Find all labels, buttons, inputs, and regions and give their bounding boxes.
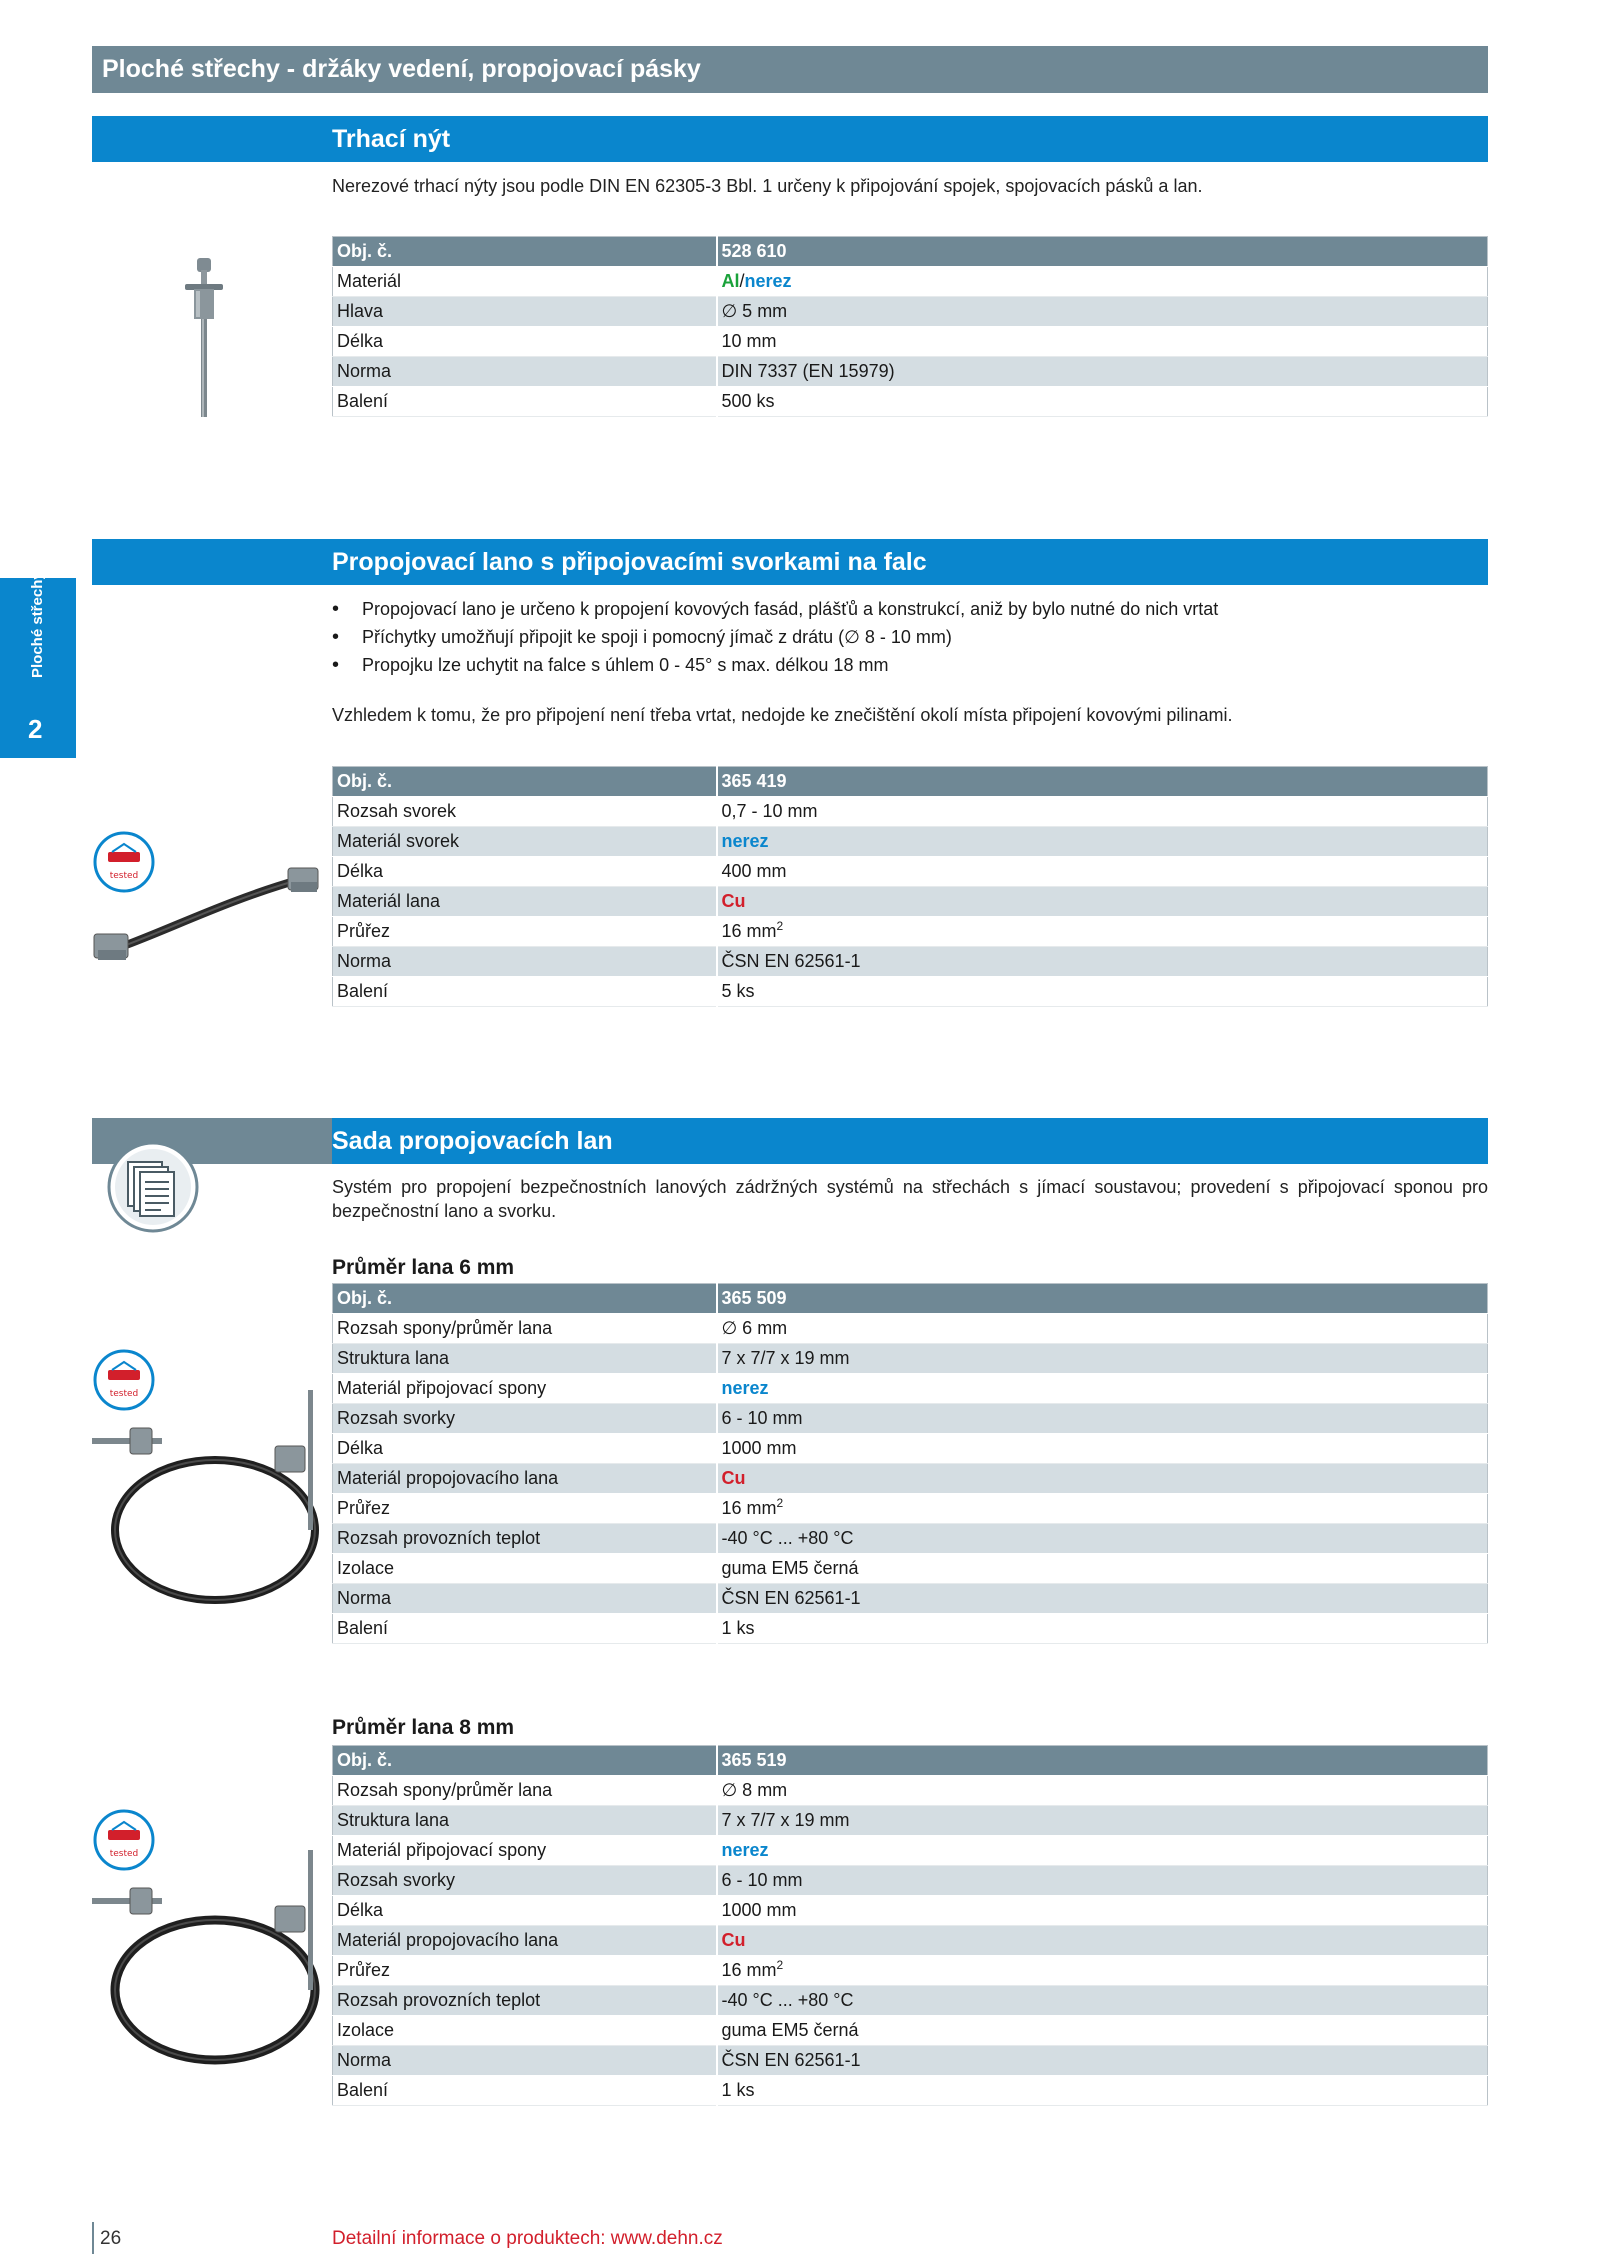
row-label: Rozsah svorky <box>333 1866 717 1896</box>
row-label: Izolace <box>333 2016 717 2046</box>
badge-text: tested <box>109 1849 139 1859</box>
spec-table-cable-set-8mm <box>332 1745 1488 2106</box>
row-label: Průřez <box>333 1494 717 1524</box>
row-value: nerez <box>717 827 1488 857</box>
document-icon[interactable] <box>106 1140 200 1234</box>
row-value: Cu <box>717 1926 1488 1956</box>
row-label: Balení <box>333 387 717 417</box>
superscript: 2 <box>776 1496 784 1510</box>
table-row <box>333 1806 1488 1836</box>
row-value: ČSN EN 62561-1 <box>717 1584 1488 1614</box>
table-header-row <box>333 237 1488 267</box>
row-label: Rozsah spony/průměr lana <box>333 1776 717 1806</box>
header-label: Obj. č. <box>333 767 717 797</box>
table-row <box>333 1524 1488 1554</box>
table-row <box>333 1374 1488 1404</box>
row-label: Izolace <box>333 1554 717 1584</box>
row-label: Balení <box>333 1614 717 1644</box>
table-header-row <box>333 1746 1488 1776</box>
row-label: Balení <box>333 977 717 1007</box>
table-row <box>333 1986 1488 2016</box>
side-tab-number: 2 <box>28 714 43 744</box>
row-label: Norma <box>333 357 717 387</box>
list-item: • Propojovací lano je určeno k propojení kovových fasád, plášťů a konstrukcí, aniž by bylo nutné do nich vrtat <box>332 595 1488 623</box>
order-number: 528 610 <box>717 237 1488 267</box>
table-row <box>333 357 1488 387</box>
row-value: 1 ks <box>717 1614 1488 1644</box>
row-label: Materiál propojovacího lana <box>333 1464 717 1494</box>
row-label: Délka <box>333 857 717 887</box>
bonding-cable-image <box>88 860 328 970</box>
table-row <box>333 887 1488 917</box>
row-value: 7 x 7/7 x 19 mm <box>717 1344 1488 1374</box>
table-row <box>333 827 1488 857</box>
row-value: 1 ks <box>717 2076 1488 2106</box>
row-label: Rozsah svorek <box>333 797 717 827</box>
row-value: 10 mm <box>717 327 1488 357</box>
row-label: Rozsah provozních teplot <box>333 1986 717 2016</box>
row-label: Hlava <box>333 297 717 327</box>
cable-set-6mm-image <box>90 1390 330 1630</box>
row-label: Délka <box>333 327 717 357</box>
row-label: Struktura lana <box>333 1344 717 1374</box>
list-item: • Propojku lze uchytit na falce s úhlem 0 - 45° s max. délkou 18 mm <box>332 651 1488 679</box>
table-row <box>333 947 1488 977</box>
badge-text: tested <box>109 1389 139 1399</box>
row-value: nerez <box>717 1374 1488 1404</box>
table-row <box>333 1836 1488 1866</box>
row-value <box>717 1956 1488 1986</box>
superscript: 2 <box>776 919 784 933</box>
rivet-image <box>184 256 224 420</box>
section-description: Vzhledem k tomu, že pro připojení není třeba vrtat, nedojde ke znečištění okolí místa připojení kovovými pilinami. <box>332 705 1233 725</box>
table-row <box>333 1404 1488 1434</box>
table-row <box>333 1776 1488 1806</box>
section-title: Sada propojovacích lan <box>332 1127 613 1155</box>
side-chapter-tab[interactable] <box>0 571 76 758</box>
material-al: Al <box>721 271 740 291</box>
section-description: Systém pro propojení bezpečnostních lanových zádržných systémů na střechách s jímací soustavou; provedení s připojovací sponou pro bezpečnostní lano a svorku. <box>332 1177 1488 1221</box>
row-label: Délka <box>333 1896 717 1926</box>
section-title: Trhací nýt <box>332 125 451 153</box>
table-row <box>333 1344 1488 1374</box>
table-row <box>333 917 1488 947</box>
section-description: Nerezové trhací nýty jsou podle DIN EN 62305-3 Bbl. 1 určeny k připojování spojek, spojovacích pásků a lan. <box>332 176 1203 196</box>
row-value: 400 mm <box>717 857 1488 887</box>
row-value <box>717 1494 1488 1524</box>
row-value: -40 °C ... +80 °C <box>717 1986 1488 2016</box>
table-row <box>333 1956 1488 1986</box>
material-nerez: nerez <box>744 271 792 291</box>
row-label: Norma <box>333 2046 717 2076</box>
table-header-row <box>333 1284 1488 1314</box>
row-label: Délka <box>333 1434 717 1464</box>
row-value: 7 x 7/7 x 19 mm <box>717 1806 1488 1836</box>
superscript: 2 <box>776 1958 784 1972</box>
row-value: 1000 mm <box>717 1896 1488 1926</box>
list-item: • Příchytky umožňují připojit ke spoji i pomocný jímač z drátu (∅ 8 - 10 mm) <box>332 623 1488 651</box>
table-row <box>333 267 1488 297</box>
row-label: Norma <box>333 947 717 977</box>
cable-set-8mm-image <box>90 1850 330 2090</box>
table-row <box>333 1314 1488 1344</box>
subsection-title: Průměr lana 6 mm <box>332 1256 515 1279</box>
table-row <box>333 1896 1488 1926</box>
table-row <box>333 797 1488 827</box>
footer-divider <box>92 2222 94 2254</box>
row-value: ČSN EN 62561-1 <box>717 947 1488 977</box>
value-text: 16 mm <box>721 921 777 941</box>
row-value: Cu <box>717 887 1488 917</box>
section-title: Propojovací lano s připojovacími svorkami na falc <box>332 548 927 576</box>
row-label: Materiál propojovacího lana <box>333 1926 717 1956</box>
row-label: Materiál lana <box>333 887 717 917</box>
row-label: Materiál připojovací spony <box>333 1836 717 1866</box>
row-label: Norma <box>333 1584 717 1614</box>
spec-table-bonding-cable <box>332 766 1488 1007</box>
order-number: 365 419 <box>717 767 1488 797</box>
row-label: Materiál svorek <box>333 827 717 857</box>
product-info-link[interactable]: Detailní informace o produktech: www.dehn.cz <box>332 2228 723 2249</box>
row-label: Materiál <box>333 267 717 297</box>
row-value: guma EM5 černá <box>717 2016 1488 2046</box>
table-row <box>333 1494 1488 1524</box>
row-value: 6 - 10 mm <box>717 1866 1488 1896</box>
row-value: DIN 7337 (EN 15979) <box>717 357 1488 387</box>
header-label: Obj. č. <box>333 1746 717 1776</box>
table-row <box>333 387 1488 417</box>
value-text: 16 mm <box>721 1960 777 1980</box>
table-row <box>333 2046 1488 2076</box>
row-value: 0,7 - 10 mm <box>717 797 1488 827</box>
row-label: Průřez <box>333 917 717 947</box>
row-value <box>717 267 1488 297</box>
table-row <box>333 2016 1488 2046</box>
row-label: Materiál připojovací spony <box>333 1374 717 1404</box>
row-value: Cu <box>717 1464 1488 1494</box>
feature-list <box>332 595 1488 679</box>
page-title: Ploché střechy - držáky vedení, propojovací pásky <box>92 46 1488 93</box>
section-header-rivet <box>92 116 1488 162</box>
badge-text: tested <box>109 871 139 881</box>
section-header-cable-set <box>332 1118 1488 1164</box>
table-row <box>333 977 1488 1007</box>
row-value: 5 ks <box>717 977 1488 1007</box>
material-separator: / <box>739 271 745 291</box>
header-label: Obj. č. <box>333 237 717 267</box>
row-label: Rozsah provozních teplot <box>333 1524 717 1554</box>
row-value: 6 - 10 mm <box>717 1404 1488 1434</box>
header-label: Obj. č. <box>333 1284 717 1314</box>
table-row <box>333 1434 1488 1464</box>
table-row <box>333 327 1488 357</box>
table-header-row <box>333 767 1488 797</box>
row-value: -40 °C ... +80 °C <box>717 1524 1488 1554</box>
side-tab-label: Ploché střechy <box>29 571 46 678</box>
row-label: Struktura lana <box>333 1806 717 1836</box>
page-number: 26 <box>100 2228 122 2249</box>
row-value: 1000 mm <box>717 1434 1488 1464</box>
subsection-title: Průměr lana 8 mm <box>332 1716 515 1739</box>
row-value <box>717 917 1488 947</box>
table-row <box>333 297 1488 327</box>
row-label: Rozsah svorky <box>333 1404 717 1434</box>
value-text: 16 mm <box>721 1498 777 1518</box>
row-value: guma EM5 černá <box>717 1554 1488 1584</box>
spec-table-cable-set-6mm <box>332 1283 1488 1644</box>
section-header-bonding-cable <box>92 539 1488 585</box>
table-row <box>333 857 1488 887</box>
order-number: 365 519 <box>717 1746 1488 1776</box>
table-row <box>333 1614 1488 1644</box>
row-value: ∅ 5 mm <box>717 297 1488 327</box>
row-value: ∅ 6 mm <box>717 1314 1488 1344</box>
row-value: ČSN EN 62561-1 <box>717 2046 1488 2076</box>
row-label: Balení <box>333 2076 717 2106</box>
table-row <box>333 1866 1488 1896</box>
row-label: Průřez <box>333 1956 717 1986</box>
row-label: Rozsah spony/průměr lana <box>333 1314 717 1344</box>
table-row <box>333 1464 1488 1494</box>
row-value: ∅ 8 mm <box>717 1776 1488 1806</box>
row-value: 500 ks <box>717 387 1488 417</box>
order-number: 365 509 <box>717 1284 1488 1314</box>
row-value: nerez <box>717 1836 1488 1866</box>
table-row <box>333 1584 1488 1614</box>
table-row <box>333 1554 1488 1584</box>
table-row <box>333 1926 1488 1956</box>
spec-table-rivet <box>332 236 1488 417</box>
table-row <box>333 2076 1488 2106</box>
